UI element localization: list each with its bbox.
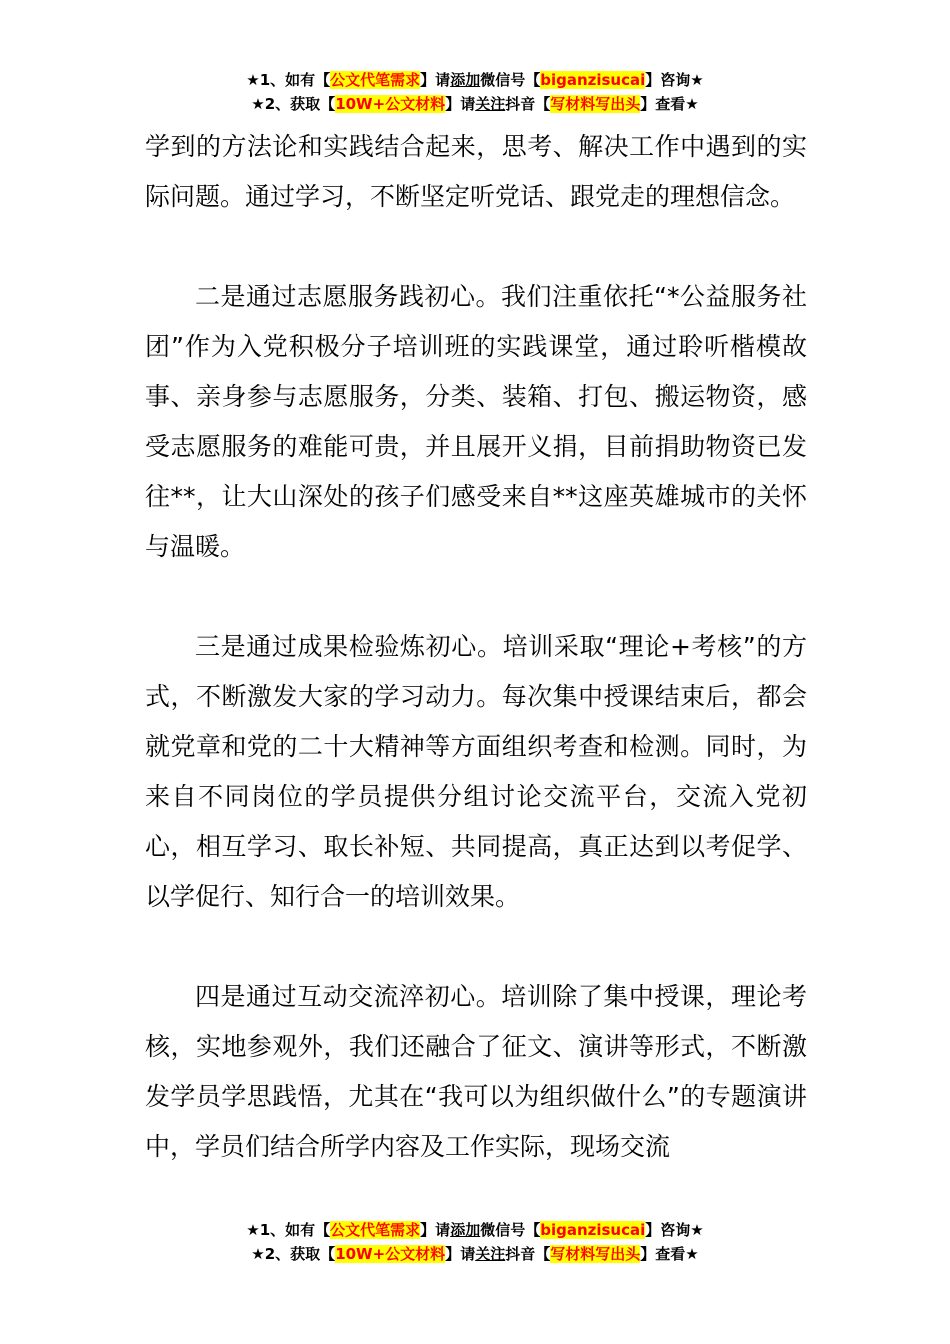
banner-line-1 <box>0 1218 950 1242</box>
banner-line-2 <box>0 92 950 116</box>
highlight-douyin-account: 写材料写出头 <box>550 1245 641 1263</box>
underline-add: 添加 <box>450 71 481 89</box>
banner-text: 】请 <box>420 71 451 89</box>
banner-text: ★2、获取【 <box>251 95 336 113</box>
banner-text: 】咨询★ <box>645 1221 704 1239</box>
highlight-materials: 10W+公文材料 <box>335 1245 446 1263</box>
banner-text: ★2、获取【 <box>251 1245 336 1263</box>
paragraph-results-test: 三是通过成果检验炼初心。培训采取“理论+考核”的方式，不断激发大家的学习动力。每次集中授课结束后，都会就党章和党的二十大精神等方面组织考查和检测。同时，为来自不同岗位的学员提供分组讨论交流平台，交流入党初心，相互学习、取长补短、共同提高，真正达到以考促学、以学促行、知行合一的培训效果。 <box>145 632 807 911</box>
paragraph-continuation: 学到的方法论和实践结合起来，思考、解决工作中遇到的实际问题。通过学习，不断坚定听党话、跟党走的理想信念。 <box>145 132 807 211</box>
banner-text: ★1、如有【 <box>246 1221 331 1239</box>
highlight-service: 公文代笔需求 <box>330 1221 421 1239</box>
banner-text: 抖音【 <box>505 1245 551 1263</box>
highlight-wechat-id: biganzisucai <box>540 71 646 89</box>
banner-line-1 <box>0 68 950 92</box>
banner-text: 】查看★ <box>640 1245 699 1263</box>
banner-text: 】咨询★ <box>645 71 704 89</box>
header-banner <box>0 68 950 116</box>
paragraph-spacer <box>145 572 807 622</box>
banner-text: 】查看★ <box>640 95 699 113</box>
paragraph-spacer <box>145 222 807 272</box>
underline-add: 添加 <box>450 1221 481 1239</box>
banner-text: 】请 <box>445 95 476 113</box>
underline-follow: 关注 <box>475 1245 506 1263</box>
document-body <box>145 122 807 1172</box>
paragraph-volunteer-service: 二是通过志愿服务践初心。我们注重依托“*公益服务社团”作为入党积极分子培训班的实践课堂，通过聆听楷模故事、亲身参与志愿服务，分类、装箱、打包、搬运物资，感受志愿服务的难能可贵，并且展开义捐，目前捐助物资已发往**，让大山深处的孩子们感受来自**这座英雄城市的关怀与温暖。 <box>145 282 807 561</box>
highlight-douyin-account: 写材料写出头 <box>550 95 641 113</box>
banner-text: 】请 <box>420 1221 451 1239</box>
highlight-wechat-id: biganzisucai <box>540 1221 646 1239</box>
paragraph-spacer <box>145 922 807 972</box>
underline-follow: 关注 <box>475 95 506 113</box>
footer-banner <box>0 1218 950 1266</box>
banner-line-2 <box>0 1242 950 1266</box>
highlight-materials: 10W+公文材料 <box>335 95 446 113</box>
banner-text: 】请 <box>445 1245 476 1263</box>
banner-text: 微信号【 <box>480 71 541 89</box>
highlight-service: 公文代笔需求 <box>330 71 421 89</box>
banner-text: ★1、如有【 <box>246 71 331 89</box>
paragraph-interactive-exchange: 四是通过互动交流淬初心。培训除了集中授课，理论考核，实地参观外，我们还融合了征文、演讲等形式，不断激发学员学思践悟，尤其在“我可以为组织做什么”的专题演讲中，学员们结合所学内容及工作实际，现场交流 <box>145 982 807 1161</box>
banner-text: 抖音【 <box>505 95 551 113</box>
banner-text: 微信号【 <box>480 1221 541 1239</box>
